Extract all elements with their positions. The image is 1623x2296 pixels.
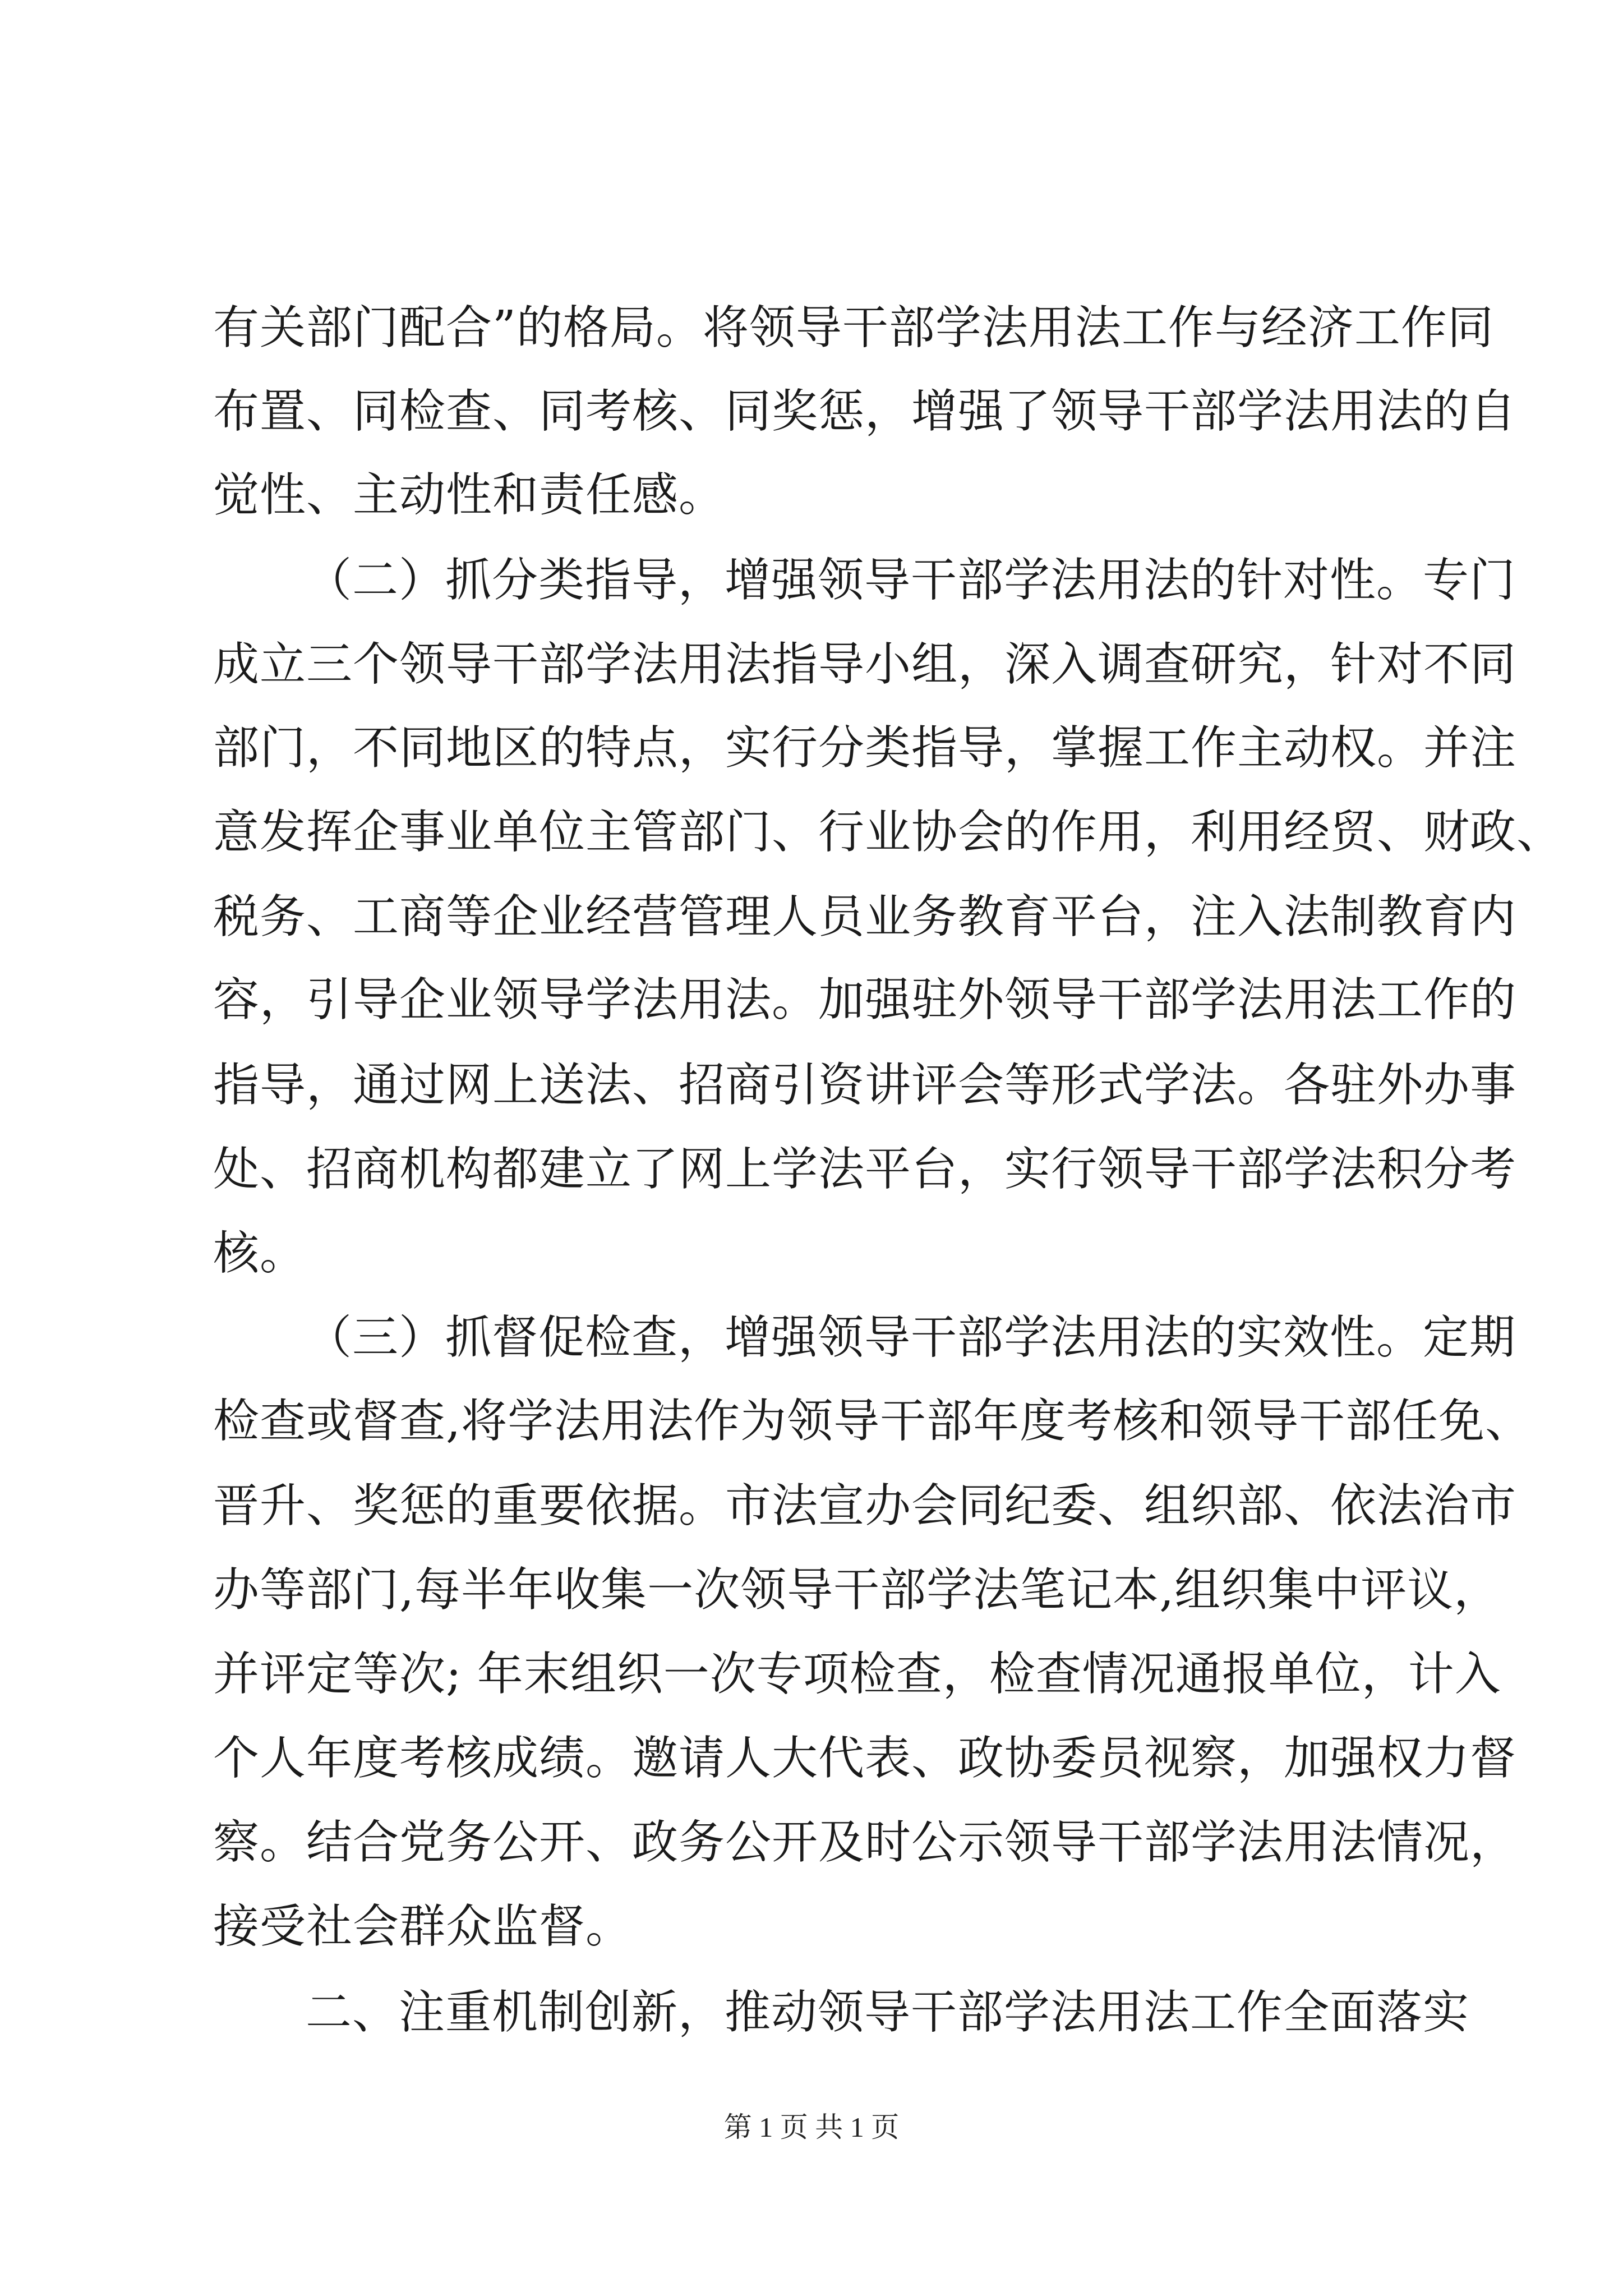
text-line: 容，引导企业领导学法用法。加强驻外领导干部学法用法工作的 <box>213 973 1517 1027</box>
text-line: 布置、同检查、同考核、同奖惩，增强了领导干部学法用法的自 <box>213 385 1517 438</box>
text-line: 意发挥企事业单位主管部门、行业协会的作用，利用经贸、财政、 <box>213 806 1564 859</box>
text-line: 税务、工商等企业经营管理人员业务教育平台，注入法制教育内 <box>213 890 1517 944</box>
text-line: （二）抓分类指导，增强领导干部学法用法的针对性。专门 <box>306 554 1516 607</box>
text-line: （三）抓督促检查，增强领导干部学法用法的实效性。定期 <box>306 1311 1516 1364</box>
text-line: 核。 <box>213 1227 307 1280</box>
text-line: 成立三个领导干部学法用法指导小组，深入调查研究，针对不同 <box>213 638 1517 691</box>
text-line: 指导，通过网上送法、招商引资讲评会等形式学法。各驻外办事 <box>213 1059 1517 1112</box>
text-line: 接受社会群众监督。 <box>213 1900 633 1953</box>
text-line: 办等部门,每半年收集一次领导干部学法笔记本,组织集中评议， <box>213 1563 1501 1617</box>
text-line: 检查或督查,将学法用法作为领导干部年度考核和领导干部任免、 <box>213 1395 1532 1448</box>
text-line: 部门，不同地区的特点，实行分类指导，掌握工作主动权。并注 <box>213 721 1517 775</box>
text-line: 处、招商机构都建立了网上学法平台，实行领导干部学法积分考 <box>213 1143 1517 1196</box>
page-number-footer: 第 1 页 共 1 页 <box>723 2111 900 2143</box>
text-line: 察。结合党务公开、政务公开及时公示领导干部学法用法情况， <box>213 1816 1517 1869</box>
text-line: 有关部门配合”的格局。将领导干部学法用法工作与经济工作同 <box>213 301 1494 355</box>
text-line: 并评定等次; 年末组织一次专项检查，检查情况通报单位，计入 <box>213 1648 1501 1701</box>
text-line: 觉性、主动性和责任感。 <box>213 468 726 522</box>
text-line: 晋升、奖惩的重要依据。市法宣办会同纪委、组织部、依法治市 <box>213 1479 1517 1533</box>
section-heading: 二、注重机制创新，推动领导干部学法用法工作全面落实 <box>306 1986 1470 2039</box>
text-line: 个人年度考核成绩。邀请人大代表、政协委员视察，加强权力督 <box>213 1732 1517 1785</box>
